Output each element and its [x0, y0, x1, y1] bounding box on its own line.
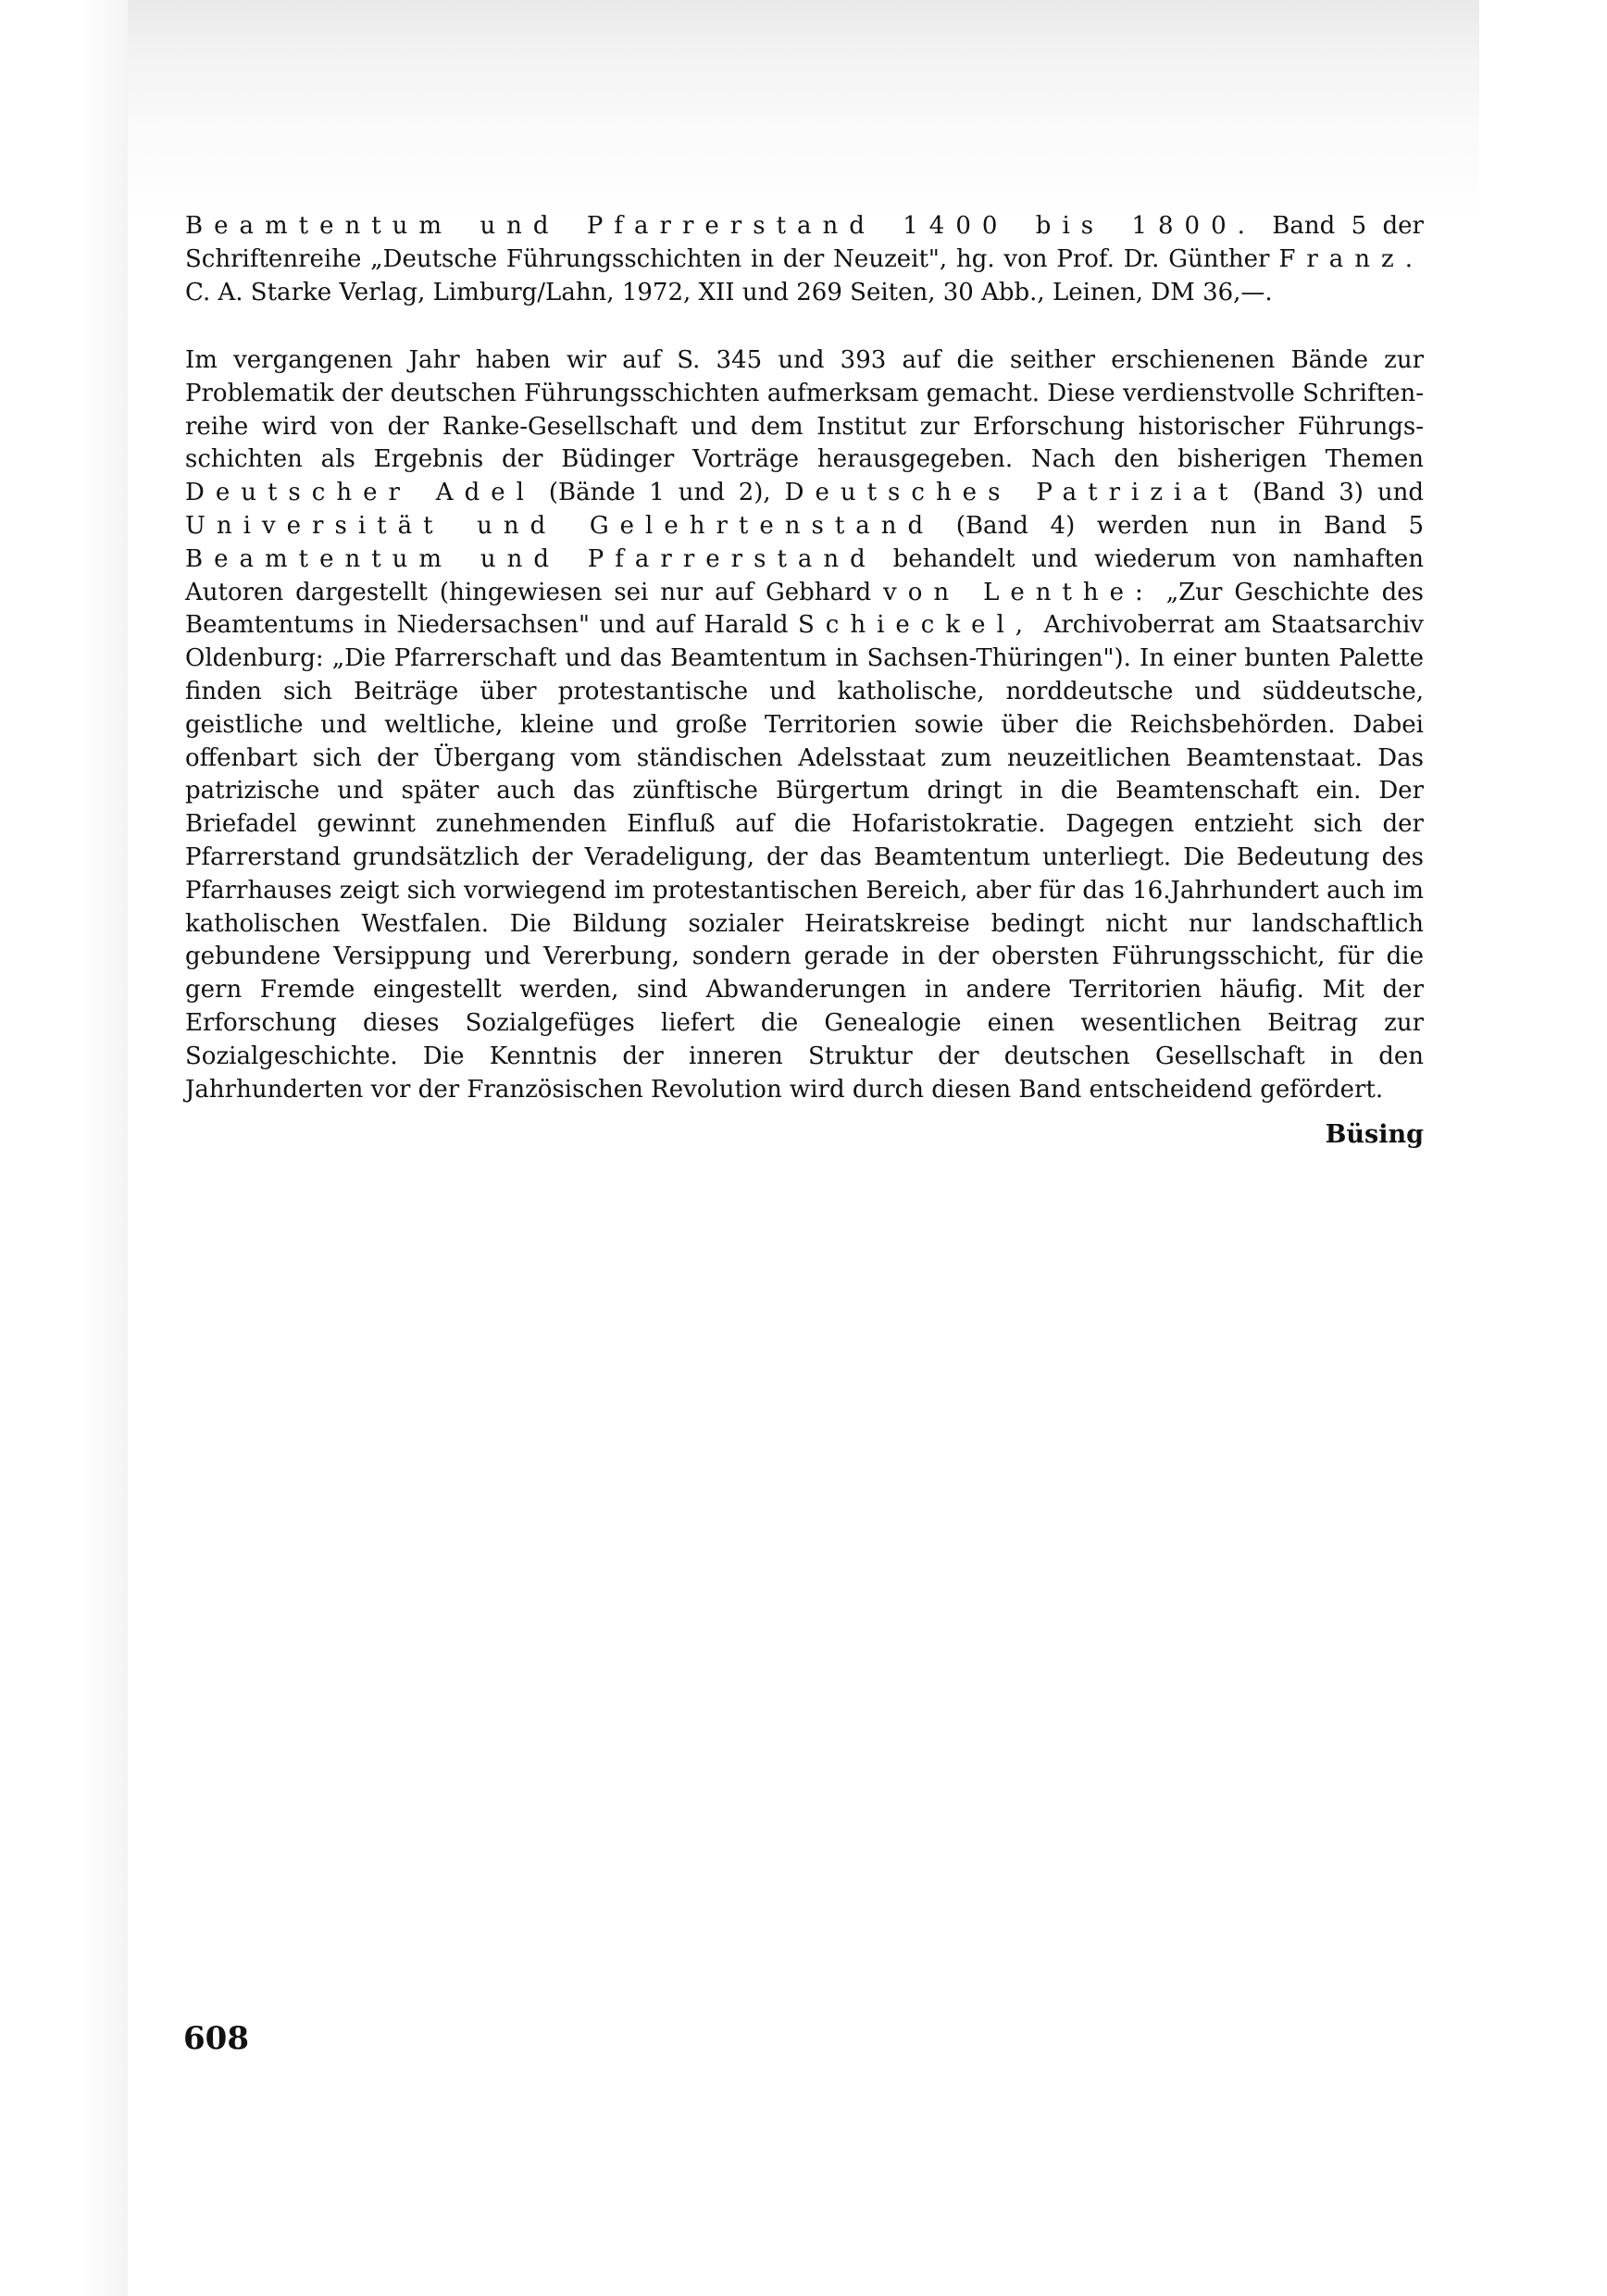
- scan-left-margin: [0, 0, 128, 2296]
- review-text: Archivoberrat am Staatsarchiv Oldenburg: „Die Pfarrerschaft und das Beamtentum in Sachsen-Thüringen"). In einer bunten Palette finden sich Beiträge über protestantische und katholische, norddeutsche und süddeutsche, geistliche und weltliche, kleine und große Territorien sowie über die Reichsbehörden. Dabei offenbart sich der Übergang vom ständischen Adelsstaat zum neuzeitlichen Beamtenstaat. Das patrizische und später auch das zünftische Bürgertum dringt in die Beamtenschaft ein. Der Briefadel gewinnt zunehmenden Einfluß auf die Hofaristokratie. Dagegen entzieht sich der Pfarrerstand grundsätzlich der Veradeligung, der das Beamtentum unterliegt. Die Bedeutung des Pfarrhauses zeigt sich vorwiegend im protestantischen Bereich, aber für das 16.Jahrhundert auch im katholischen Westfalen. Die Bildung sozialer Heiratskreise bedingt nicht nur landschaftlich gebundene Versippung und Vererbung, sondern gerade in der obersten Führungsschicht, für die gern Fremde eingestellt werden, sind Abwanderungen in andere Territorien häufig. Mit der Erforschung dieses Sozialgefüges liefert die Genealogie einen wesentlichen Beitrag zur Sozialgeschichte. Die Kenntnis der inneren Struktur der deutschen Gesellschaft in den Jahrhunderten vor der Französischen Revolution wird durch diesen Band entscheidend gefördert.: [185, 611, 1424, 1104]
- series-info: Band 5 der Schriftenreihe „Deutsche Führungsschichten in der Neuzeit", hg. von Prof. Dr. Günther: [185, 212, 1424, 273]
- review-text: Im vergangenen Jahr haben wir auf S. 345 und 393 auf die seither erschienenen Bände zur Problematik der deutschen Führungsschichten aufmerksam gemacht. Diese verdienstvolle Schriftenreihe wird von der Ranke-Gesellschaft und dem Institut zur Erforschung historischer Führungsschichten als Ergebnis der Büdinger Vorträge herausgegeben. Nach den bisherigen Themen: [185, 346, 1424, 474]
- review-text: (Bände 1 und 2),: [534, 479, 785, 507]
- scan-right-margin: [1479, 0, 1607, 2296]
- review-text: behandelt und wiederum von namhaften Autoren dargestellt (hingewiesen sei nur auf Gebhard: [185, 544, 1424, 606]
- emphasized-topic: Deutsches Patriziat: [784, 479, 1240, 507]
- review-paragraph: [185, 344, 1424, 1106]
- review-text: (Band 3) und: [1239, 479, 1424, 507]
- emphasized-author: Schieckel,: [797, 611, 1035, 640]
- reviewer-signature: Büsing: [1325, 1120, 1424, 1149]
- emphasized-topic: Beamtentum und Pfarrerstand: [185, 544, 877, 573]
- emphasized-topic: Deutscher Adel: [185, 479, 535, 507]
- emphasized-topic: Universität und Gelehrtenstand: [185, 511, 935, 540]
- book-citation: [185, 209, 1424, 309]
- publisher-info: C. A. Starke Verlag, Limburg/Lahn, 1972, XII und 269 Seiten, 30 Abb., Leinen, DM 36,—.: [185, 279, 1273, 306]
- page-number: 608: [183, 2020, 249, 2057]
- emphasized-author: von Lenthe:: [883, 578, 1154, 606]
- review-content: [185, 209, 1424, 1106]
- review-text: (Band 4) werden nun in Band 5: [934, 511, 1424, 540]
- editor-surname: Franz.: [1278, 245, 1424, 273]
- book-title: Beamtentum und Pfarrerstand 1400 bis 1800.: [185, 212, 1256, 240]
- review-text: „Zur Geschichte des Beamtentums in Niedersachsen" und auf Harald: [185, 578, 1425, 640]
